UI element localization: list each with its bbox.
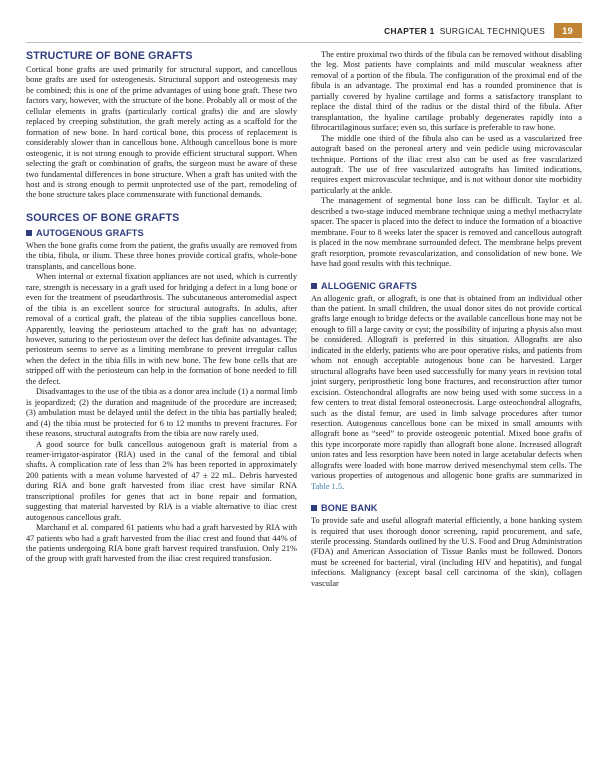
subheading-autogenous-grafts bbox=[26, 227, 297, 239]
cross-reference-table-1-5[interactable]: Table 1.5 bbox=[311, 481, 342, 491]
two-column-body bbox=[26, 50, 582, 589]
subheading-label: AUTOGENOUS GRAFTS bbox=[36, 227, 144, 238]
page-number-folio: 19 bbox=[554, 23, 582, 38]
paragraph: When internal or external fixation appliances are not used, which is currently rare, strength is necessary in a graft used for bridging a defect in a long bone or even for the treatment of pseudarthrosis. The subcutaneous anteromedial aspect of the tibia is an excellent source for structural autografts. In adults, after removal of a cortical graft, the plateau of the tibia supplies cancellous bone. Apparently, leaving the periosteum attached to the graft has no advantage; however, suturing to the periosteum over the defect has definite advantages. The periosteum seems to serve as a limiting membrane to prevent irregular callus when the defect in the tibia fills in with new bone. The few bone cells that are stripped off with the periosteum can help in the formation of bone needed to fill the defect. bbox=[26, 272, 297, 386]
paragraph: To provide safe and useful allograft material efficiently, a bone banking system is required that uses thorough donor screening, rapid procurement, and safe, sterile processing. Standards outlined by the U.S. Food and Drug Administration (FDA) and American Association of Tissue Banks must be followed. Donors must be screened for bacterial, viral (including HIV and hepatitis), and fungal infections. Malignancy (except basal cell carcinoma of the skin), collagen vascular bbox=[311, 516, 582, 588]
subheading-bone-bank bbox=[311, 502, 582, 514]
subheading-label: BONE BANK bbox=[321, 503, 378, 514]
running-head-chapter-title: SURGICAL TECHNIQUES bbox=[439, 25, 545, 36]
paragraph: Disadvantages to the use of the tibia as a donor area include (1) a normal limb is jeopardized; (2) the duration and magnitude of the procedure are increased; (3) ambulation must be delayed until the defect in the tibia has partially healed; and (4) the tibia must be protected for 6 to 12 months to prevent fractures. For these reasons, structural autografts from the tibia are now rarely used. bbox=[26, 387, 297, 439]
running-head-chapter-label: CHAPTER 1 bbox=[384, 25, 435, 36]
paragraph bbox=[311, 294, 582, 493]
header-rule bbox=[26, 42, 582, 43]
square-bullet-icon bbox=[26, 230, 32, 236]
paragraph: When the bone grafts come from the patient, the grafts usually are removed from the tibia, fibula, or ilium. These three bones provide cortical grafts, whole-bone transplants, and cancellous bone. bbox=[26, 240, 297, 271]
paragraph: The entire proximal two thirds of the fibula can be removed without disabling the leg. Most patients have complaints and mild muscular weakness after removal of a portion of the fibula. The configuration of the proximal end of the fibula is an advantage. The proximal end has a rounded prominence that is partially covered by hyaline cartilage and forms a satisfactory transplant to replace the distal third of the radius or the distal third of the fibula. After transplantation, the hyaline cartilage probably degenerates rapidly into a fibrocartilaginous surface; even so, this surface is preferable to raw bone. bbox=[311, 50, 582, 133]
subheading-label: ALLOGENIC GRAFTS bbox=[321, 280, 418, 291]
paragraph: Cortical bone grafts are used primarily for structural support, and cancellous bone grafts are used for osteogenesis. Structural support and osteogenesis may be combined; this is one of the prime advantages of using bone graft. These two factors vary, however, with the structure of the bone. Probably all or most of the cellular elements in grafts (particularly cortical grafts) die and are slowly replaced by creeping substitution, the graft merely acting as a scaffold for the formation of new bone. In hard cortical bone, this process of replacement is considerably slower than in cancellous bone. Although cancellous bone is more osteogenic, it is not strong enough to provide efficient structural support. When selecting the graft or combination of grafts, the surgeon must be aware of these two fundamental differences in bone structure. When a graft has united with the host and is strong enough to permit unprotected use of the part, remodeling of the bone structure takes place commensurate with functional demands. bbox=[26, 65, 297, 200]
paragraph-text-tail: . bbox=[341, 481, 345, 491]
subheading-allogenic-grafts bbox=[311, 280, 582, 292]
paragraph: A good source for bulk cancellous autogenous graft is material from a reamer-irrigator-aspirator (RIA) used in the canal of the femoral and tibial shafts. A complication rate of less than 2% has been reported in approximately 200 patients with a mean volume harvested of 47 ± 22 mL. Debris harvested during RIA and bone graft harvested from iliac crest have similar RNA transcriptional profiles for genes that act in bone repair and formation, suggesting that material harvested by RIA is a viable alternative to iliac crest autogenous cancellous graft. bbox=[26, 439, 297, 522]
paragraph: The management of segmental bone loss can be difficult. Taylor et al. described a two-stage induced membrane technique using a methyl methacrylate spacer. The spacer is placed into the defect to induce the formation of a bioactive membrane. Four to 8 weeks later the spacer is removed and cancellous autograft is placed in the now membrane surrounded defect. The membrane helps prevent graft resorption, promote revascularization, and consolidation of new bone. We have had good results with this technique. bbox=[311, 196, 582, 269]
heading-structure-of-bone-grafts: STRUCTURE OF BONE GRAFTS bbox=[26, 50, 193, 62]
paragraph-text: An allogenic graft, or allograft, is one that is obtained from an individual other than the patient. In small children, the usual donor sites do not provide cortical grafts large enough to bridge defects or the available cancellous bone may not be enough to fill a large cavity or cyst; the possibility of injuring a physis also must be considered. Allograft is preferred in this situation. Allografts are also indicated in the elderly, patients who are poor operative risks, and patients from whom not enough acceptable autogenous bone can be harvested. Larger structural allografts have been used successfully for many years in revision total joint surgery, periprosthetic long bone fractures, and reconstruction after tumor excision. Osteochondral allografts are now being used with some success in a few centers to treat distal femoral osteonecrosis. Large osteochondral allografts, such as the distal femur, are used in limb salvage procedures after tumor resection. Autogenous cancellous bone can be mixed in small amounts with allograft bone as “seed” to provide osteogenic potential. Mixed bone grafts of this type incorporate more rapidly than allograft bone alone. Increased allograft union rates and less resorption have been noted in large acetabular defects when allografts were loaded with bone marrow derived mesenchymal stem cells. The various properties of autogenous and allogenic bone grafts are summarized in bbox=[311, 293, 582, 481]
running-head bbox=[384, 22, 582, 39]
square-bullet-icon bbox=[311, 283, 317, 289]
right-column bbox=[311, 50, 582, 589]
heading-sources-of-bone-grafts: SOURCES OF BONE GRAFTS bbox=[26, 211, 180, 224]
square-bullet-icon bbox=[311, 505, 317, 511]
paragraph: The middle one third of the fibula also can be used as a vascularized free autograft based on the peroneal artery and vein pedicle using microvascular technique. Portions of the iliac crest also can be used as free vascularized autograft. The use of free vascularized autografts has limited indications, requires expert microvascular technique, and is not without donor site morbidity particularly at the ankle. bbox=[311, 133, 582, 195]
left-column bbox=[26, 50, 297, 589]
paragraph: Marchand et al. compared 61 patients who had a graft harvested by RIA with 47 patients who had a graft harvested from the iliac crest and found that 44% of the patients undergoing RIA bone graft harvest required transfusion. Only 21% of the group with graft harvested from the iliac crest required transfusion. bbox=[26, 523, 297, 564]
